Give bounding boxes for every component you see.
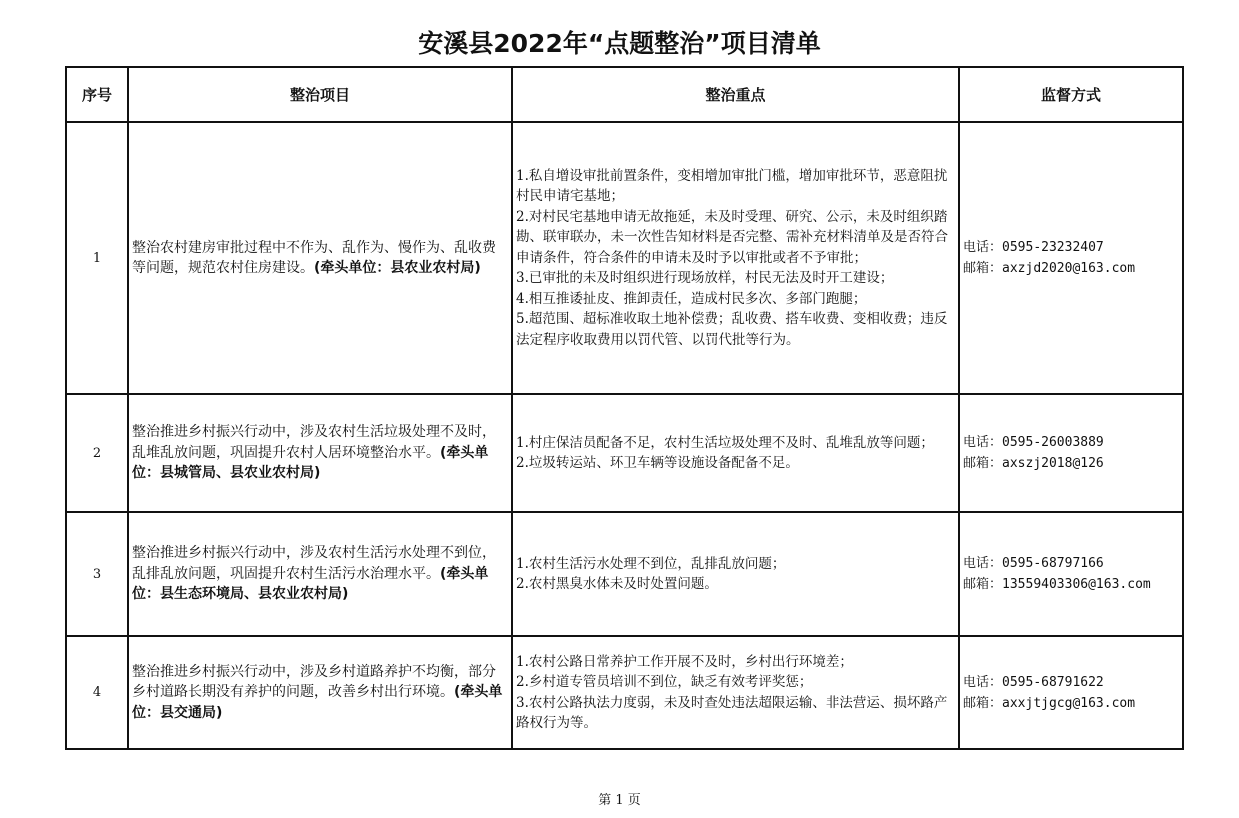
page-number: 第 1 页 (598, 793, 641, 808)
email-address: axszj2018@126 (1002, 456, 1104, 471)
email-label: 邮箱： (963, 456, 1003, 471)
focus-point: 2.垃圾转运站、环卫车辆等设施设备配备不足。 (516, 455, 799, 471)
email-line (963, 574, 1179, 595)
header-supervision: 监督方式 (959, 67, 1183, 122)
row-seq: 2 (66, 394, 128, 512)
table-row (66, 512, 1183, 636)
table-row (66, 394, 1183, 512)
focus-point: 3.已审批的未及时组织进行现场放样，村民无法及时开工建设； (516, 270, 894, 287)
item-text: 整治推进乡村振兴行动中，涉及农村生活污水处理不到位，乱排乱放问题，巩固提升农村生活污水治理水平。 (132, 545, 496, 582)
focus-point: 1.私自增设审批前置条件，变相增加审批门槛，增加审批环节，恶意阻扰村民申请宅基地； (516, 167, 948, 205)
page-title: 安溪县2022年“点题整治”项目清单 (418, 29, 821, 58)
item-text: 整治推进乡村振兴行动中，涉及农村生活垃圾处理不及时，乱堆乱放问题，巩固提升农村人居环境整治水平。 (132, 424, 496, 461)
row-supervision (959, 512, 1183, 636)
phone-label: 电话： (963, 556, 1003, 571)
email-label: 邮箱： (963, 261, 1003, 276)
focus-point: 2.乡村道专管员培训不到位，缺乏有效考评奖惩； (516, 674, 813, 690)
item-text: 整治农村建房审批过程中不作为、乱作为、慢作为、乱收费等问题，规范农村住房建设。 (132, 239, 496, 276)
focus-point: 5.超范围、超标准收取土地补偿费；乱收费、搭车收费、变相收费；违反法定程序收取费用以罚代管、以罚代批等行为。 (516, 311, 948, 348)
focus-point: 1.村庄保洁员配备不足，农村生活垃圾处理不及时、乱堆乱放等问题； (516, 434, 934, 451)
phone-number: 0595-68791622 (1002, 674, 1104, 690)
item-text: 整治推进乡村振兴行动中，涉及乡村道路养护不均衡，部分乡村道路长期没有养护的问题，改善乡村出行环境。 (132, 663, 496, 701)
email-line (963, 453, 1179, 474)
email-label: 邮箱： (963, 577, 1003, 592)
phone-number: 0595-26003889 (1002, 435, 1104, 450)
email-address: 13559403306@163.com (1002, 577, 1151, 592)
header-seq: 序号 (66, 67, 128, 122)
focus-point: 3.农村公路执法力度弱，未及时查处违法超限运输、非法营运、损坏路产路权行为等。 (516, 694, 948, 731)
row-item (128, 512, 512, 636)
focus-point: 2.对村民宅基地申请无故拖延，未及时受理、研究、公示，未及时组织踏勘、联审联办，未一次性告知材料是否完整、需补充材料清单及是否符合申请条件，符合条件的申请未及时予以审批或者不予审批； (516, 208, 948, 266)
row-focus (512, 636, 959, 749)
email-line (963, 258, 1179, 279)
row-seq: 1 (66, 122, 128, 394)
project-table (65, 66, 1184, 750)
phone-number: 0595-68797166 (1002, 556, 1104, 571)
header-item: 整治项目 (128, 67, 512, 122)
item-lead-unit: (牵头单位：县农业农村局) (314, 260, 481, 276)
phone-number: 0595-23232407 (1002, 240, 1104, 255)
phone-line (963, 237, 1179, 258)
table-row (66, 636, 1183, 749)
row-seq: 3 (66, 512, 128, 636)
focus-point: 2.农村黑臭水体未及时处置问题。 (516, 576, 718, 592)
row-supervision (959, 122, 1183, 394)
phone-line (963, 553, 1179, 574)
item-lead-unit: (牵头单位：县城管局、县农业农村局) (132, 444, 489, 482)
focus-point: 1.农村公路日常养护工作开展不及时，乡村出行环境差； (516, 653, 853, 670)
focus-point: 1.农村生活污水处理不到位，乱排乱放问题； (516, 555, 786, 572)
table-row (66, 122, 1183, 394)
phone-label: 电话： (963, 435, 1003, 450)
focus-point: 4.相互推诿扯皮、推卸责任，造成村民多次、多部门跑腿； (516, 290, 867, 307)
row-focus (512, 512, 959, 636)
email-address: axxjtjgcg@163.com (1002, 695, 1136, 711)
row-item (128, 394, 512, 512)
email-line (963, 693, 1179, 714)
row-focus (512, 122, 959, 394)
row-focus (512, 394, 959, 512)
phone-label: 电话： (963, 240, 1003, 255)
table-header-row (66, 67, 1183, 122)
item-lead-unit: (牵头单位：县交通局) (132, 684, 503, 721)
phone-line (963, 672, 1179, 693)
item-lead-unit: (牵头单位：县生态环境局、县农业农村局) (132, 565, 489, 603)
phone-line (963, 432, 1179, 453)
header-focus: 整治重点 (512, 67, 959, 122)
phone-label: 电话： (963, 674, 1003, 690)
row-supervision (959, 394, 1183, 512)
email-label: 邮箱： (963, 695, 1003, 711)
row-seq: 4 (66, 636, 128, 749)
row-item (128, 636, 512, 749)
email-address: axzjd2020@163.com (1002, 261, 1136, 276)
row-item (128, 122, 512, 394)
row-supervision (959, 636, 1183, 749)
